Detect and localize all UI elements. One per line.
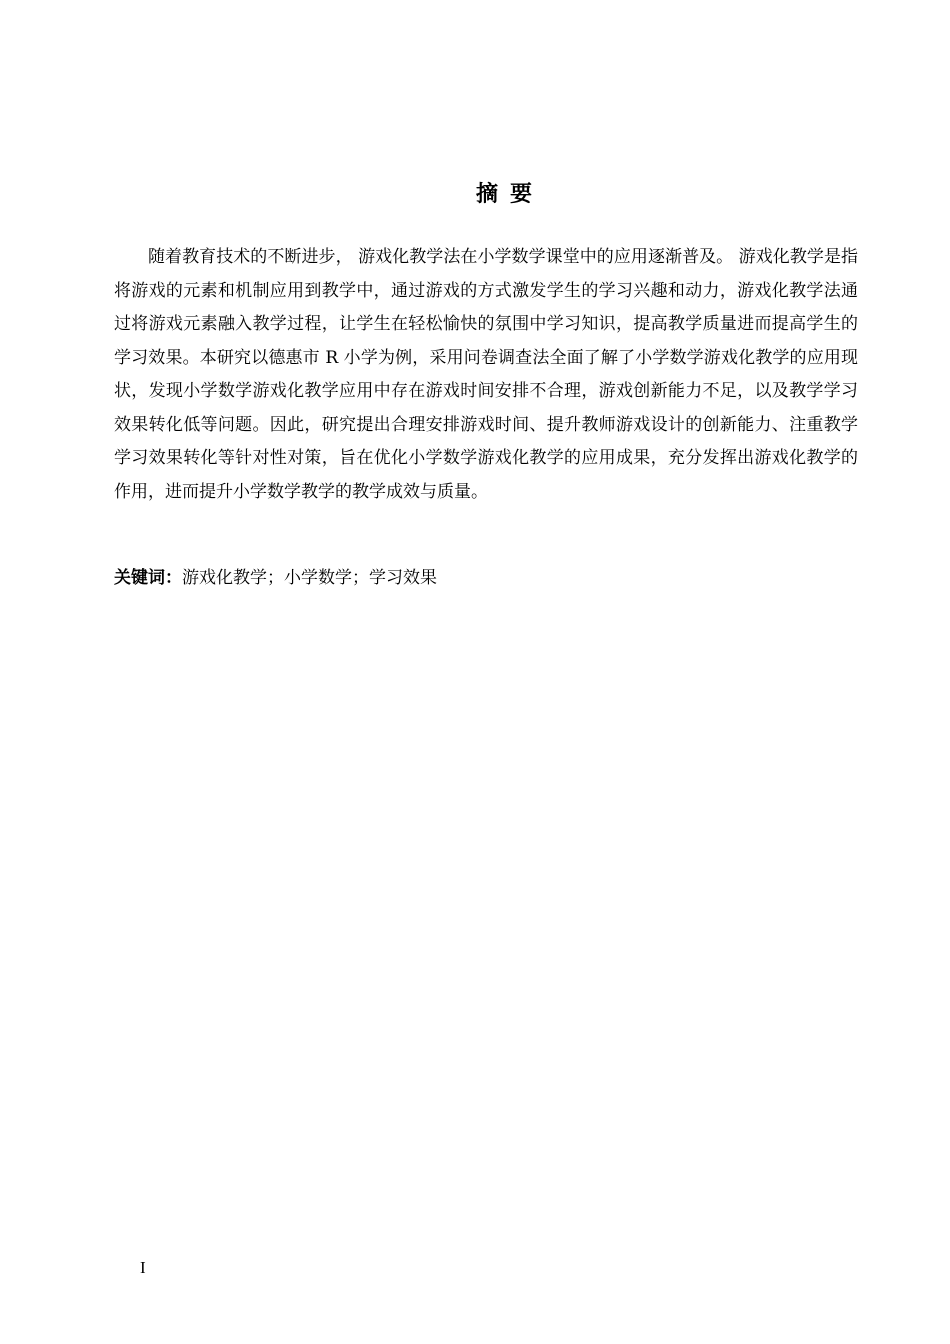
keywords-value: 游戏化教学；小学数学；学习效果: [182, 568, 437, 588]
abstract-title: 摘要: [475, 182, 544, 207]
page-number: I: [140, 1258, 146, 1277]
abstract-body: 随着教育技术的不断进步， 游戏化教学法在小学数学课堂中的应用逐渐普及。 游戏化教学是指将游戏的元素和机制应用到教学中，通过游戏的方式激发学生的学习兴趣和动力，游戏化教学法通过将游戏元素融入教学过程，让学生在轻松愉快的氛围中学习知识，提高教学质量进而提高学生的学习效果。本研究以德惠市 R 小学为例，采用问卷调查法全面了解了小学数学游戏化教学的应用现状，发现小学数学游戏化教学应用中存在游戏时间安排不合理，游戏创新能力不足，以及教学学习效果转化低等问题。因此，研究提出合理安排游戏时间、提升教师游戏设计的创新能力、注重教学学习效果转化等针对性对策，旨在优化小学数学游戏化教学的应用成果，充分发挥出游戏化教学的作用，进而提升小学数学教学的教学成效与质量。: [114, 247, 858, 502]
keywords-line: [114, 562, 858, 596]
keywords-label: 关键词：: [114, 568, 182, 588]
